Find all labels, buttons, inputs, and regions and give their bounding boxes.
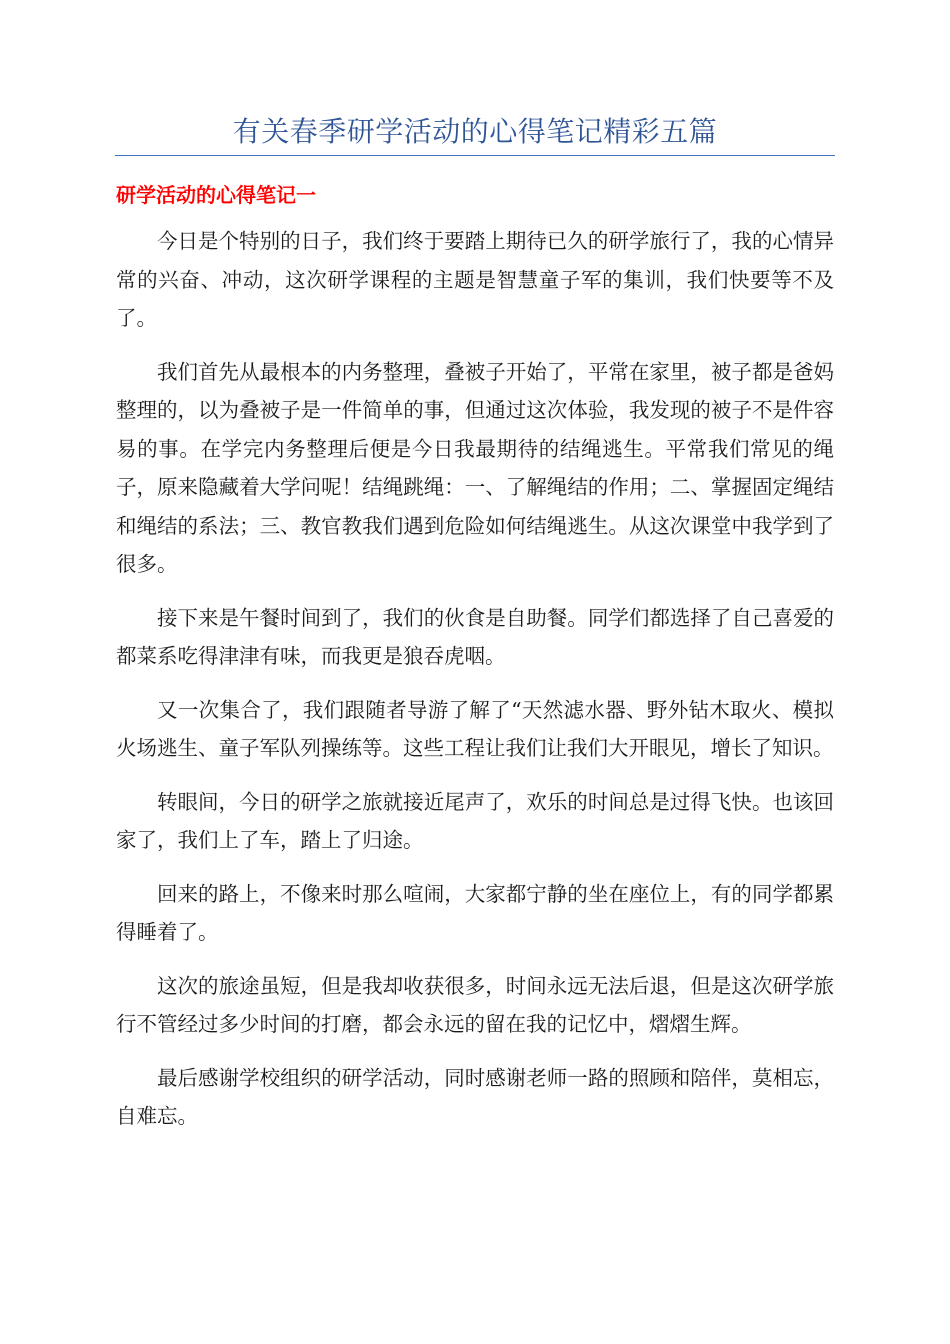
paragraph: 今日是个特别的日子，我们终于要踏上期待已久的研学旅行了，我的心情异常的兴奋、冲动，这次研学课程的主题是智慧童子军的集训，我们快要等不及了。: [116, 229, 834, 330]
section-heading: 研学活动的心得笔记一: [116, 183, 316, 207]
paragraph: 这次的旅途虽短，但是我却收获很多，时间永远无法后退，但是这次研学旅行不管经过多少时间的打磨，都会永远的留在我的记忆中，熠熠生辉。: [116, 973, 834, 1036]
title-underline: [115, 155, 835, 156]
paragraph: 接下来是午餐时间到了，我们的伙食是自助餐。同学们都选择了自己喜爱的都菜系吃得津津有味，而我更是狼吞虎咽。: [116, 605, 834, 668]
document-body: [116, 222, 834, 1151]
paragraph: 转眼间，今日的研学之旅就接近尾声了，欢乐的时间总是过得飞快。也该回家了，我们上了车，踏上了归途。: [116, 789, 834, 852]
paragraph: 回来的路上，不像来时那么喧闹，大家都宁静的坐在座位上，有的同学都累得睡着了。: [116, 881, 834, 944]
paragraph: 我们首先从最根本的内务整理，叠被子开始了，平常在家里，被子都是爸妈整理的，以为叠被子是一件简单的事，但通过这次体验，我发现的被子不是件容易的事。在学完内务整理后便是今日我最期待的结绳逃生。平常我们常见的绳子，原来隐藏着大学问呢！结绳跳绳：一、了解绳结的作用；二、掌握固定绳结和绳结的系法；三、教官教我们遇到危险如何结绳逃生。从这次课堂中我学到了很多。: [116, 359, 834, 576]
document-title: 有关春季研学活动的心得笔记精彩五篇: [232, 115, 718, 148]
paragraph: 最后感谢学校组织的研学活动，同时感谢老师一路的照顾和陪伴，莫相忘，自难忘。: [116, 1065, 834, 1128]
paragraph: 又一次集合了，我们跟随者导游了解了“天然滤水器、野外钻木取火、模拟火场逃生、童子军队列操练等。这些工程让我们让我们大开眼见，增长了知识。: [116, 697, 834, 760]
